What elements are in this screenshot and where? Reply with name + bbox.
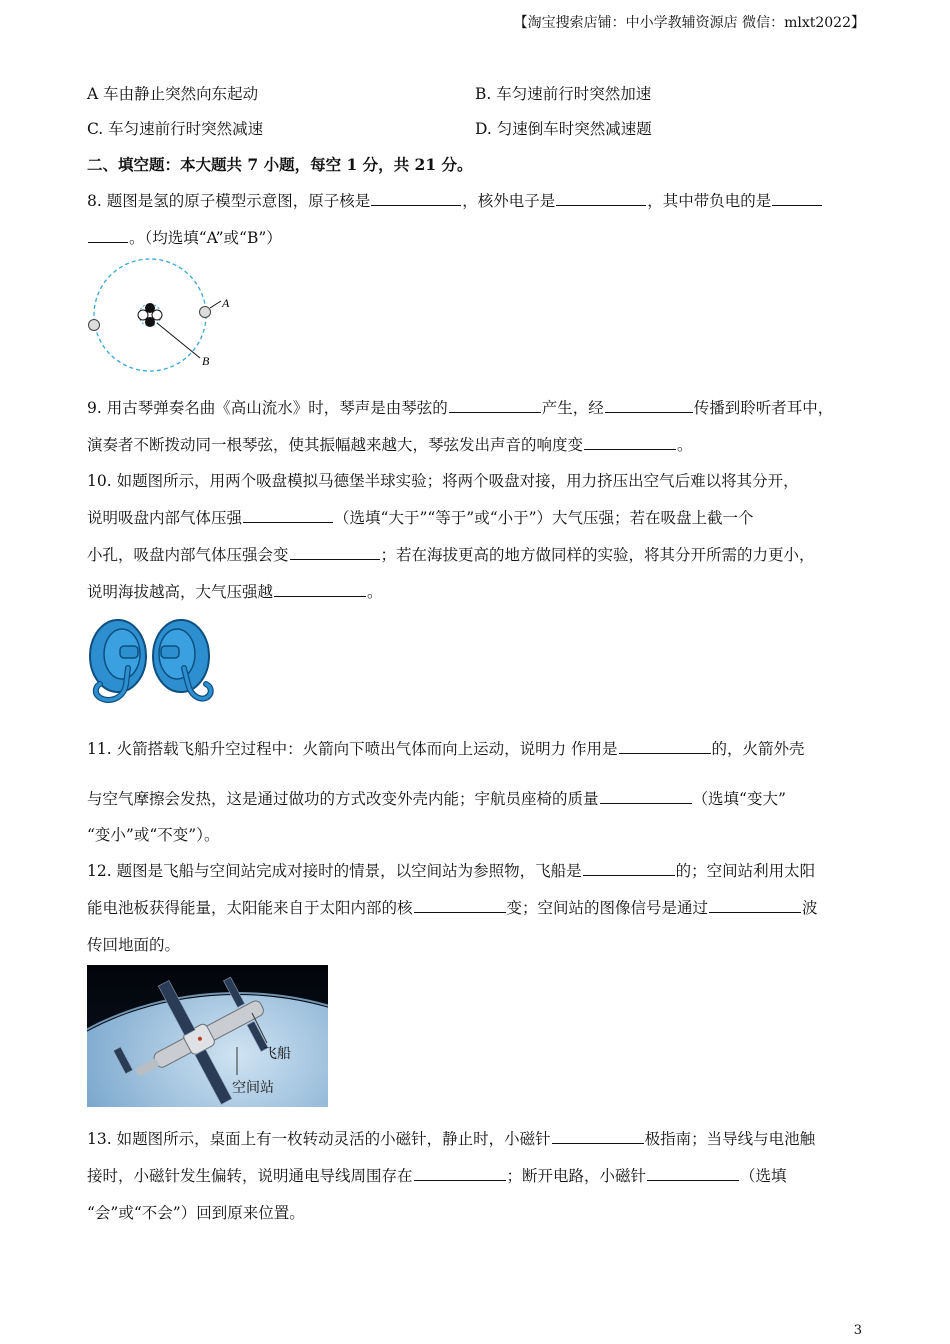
q8-text-b: ，核外电子是 [462, 192, 556, 210]
answer-blank [772, 204, 822, 206]
leader-line-b [157, 323, 200, 358]
q12-text-d: 变；空间站的图像信号是通过 [506, 899, 709, 917]
question-12-line1 [87, 859, 815, 881]
q11-text-b: 的，火箭外壳 [711, 740, 805, 758]
q10-text-b: （选填“大于”“等于”或“小于”）大气压强；若在吸盘上截一个 [334, 509, 754, 527]
answer-blank [243, 521, 333, 523]
answer-blank [584, 448, 676, 450]
electron-a [200, 307, 211, 318]
q9-text-d: 演奏者不断拨动同一根琴弦，使其振幅越来越大，琴弦发出声音的响度变 [87, 436, 584, 454]
q8-text-d: 。（均选填“A”或“B”） [129, 229, 282, 247]
answer-blank [449, 411, 541, 413]
answer-blank [274, 595, 366, 597]
space-station-illustration [87, 965, 328, 1107]
electron-orbit [94, 259, 206, 371]
answer-blank [605, 411, 693, 413]
question-11-line1 [87, 737, 805, 759]
answer-blank [88, 241, 128, 243]
suction-cup-right [153, 620, 211, 699]
q10-text-e: 说明海拔越高，大气压强越 [87, 583, 274, 601]
q12-text-b: 的；空间站利用太阳 [675, 862, 816, 880]
section-title: 二、填空题：本大题共 7 小题，每空 1 分，共 21 分。 [87, 155, 473, 174]
hydrogen-atom-figure [82, 255, 242, 375]
label-b: B [202, 354, 210, 368]
question-8-line1 [87, 189, 823, 211]
electron-left [89, 320, 100, 331]
question-10-line2 [87, 506, 754, 528]
q11-text-d: （选填“变大” [692, 790, 786, 808]
question-8-line2 [87, 226, 282, 248]
suction-cups-figure [86, 612, 216, 712]
answer-blank [647, 1179, 739, 1181]
q10-text-c: 小孔，吸盘内部气体压强会变 [87, 546, 289, 564]
q8-text-c: ，其中带负电的是 [647, 192, 772, 210]
nucleus-particle [152, 310, 162, 320]
leader-line-a [210, 301, 221, 308]
q13-text-e: （选填 [740, 1167, 787, 1185]
q7-option-a: A 车由静止突然向东起动 [87, 85, 259, 103]
q7-option-c: C. 车匀速前行时突然减速 [87, 120, 264, 138]
q13-text-a: 13. 如题图所示，桌面上有一枚转动灵活的小磁针，静止时，小磁针 [87, 1130, 551, 1148]
q8-text-a: 8. 题图是氢的原子模型示意图，原子核是 [87, 192, 371, 210]
answer-blank [709, 911, 801, 913]
question-11-line2 [87, 787, 786, 809]
q11-text-c: 与空气摩擦会发热，这是通过做功的方式改变外壳内能；宇航员座椅的质量 [87, 790, 599, 808]
question-13-line2 [87, 1164, 787, 1186]
q7-option-b: B. 车匀速前行时突然加速 [475, 85, 652, 103]
answer-blank [414, 1179, 506, 1181]
question-13-line3: “会”或“不会”）回到原来位置。 [87, 1204, 305, 1222]
question-13-line1 [87, 1127, 815, 1149]
page-number: 3 [853, 1323, 862, 1338]
answer-blank [414, 911, 506, 913]
question-12-line3: 传回地面的。 [87, 936, 181, 954]
q13-text-c: 接时，小磁针发生偏转，说明通电导线周围存在 [87, 1167, 413, 1185]
question-10-line1: 10. 如题图所示，用两个吸盘模拟马德堡半球实验；将两个吸盘对接，用力挤压出空气后难以将其分开， [87, 472, 799, 490]
q10-text-a: 说明吸盘内部气体压强 [87, 509, 243, 527]
answer-blank [619, 752, 711, 754]
answer-blank [556, 204, 646, 206]
answer-blank [583, 874, 675, 876]
question-10-line4 [87, 580, 383, 602]
q10-text-f: 。 [367, 583, 383, 601]
answer-blank [371, 204, 461, 206]
q9-text-c: 传播到聆听者耳中， [693, 399, 834, 417]
q13-text-b: 极指南；当导线与电池触 [644, 1130, 816, 1148]
answer-blank [600, 802, 692, 804]
nucleus-particle [138, 310, 148, 320]
question-12-line2 [87, 896, 818, 918]
question-9-line1 [87, 396, 833, 418]
label-space-station: 空间站 [232, 1080, 274, 1096]
q9-text-b: 产生，经 [541, 399, 604, 417]
q11-text-a: 11. 火箭搭载飞船升空过程中：火箭向下喷出气体而向上运动，说明力 作用是 [87, 740, 618, 758]
question-9-line2 [87, 433, 693, 455]
page-header: 【淘宝搜索店铺：中小学教辅资源店 微信：mlxt2022】 [513, 15, 865, 31]
q10-text-d: ；若在海拔更高的地方做同样的实验，将其分开所需的力更小， [380, 546, 815, 564]
question-10-line3 [87, 543, 815, 565]
space-station-photo [87, 965, 328, 1107]
label-spaceship: 飞船 [263, 1046, 291, 1062]
answer-blank [552, 1142, 644, 1144]
q9-text-e: 。 [677, 436, 693, 454]
label-a: A [222, 296, 230, 310]
question-11-line3: “变小”或“不变”）。 [87, 826, 220, 844]
q9-text-a: 9. 用古琴弹奏名曲《高山流水》时，琴声是由琴弦的 [87, 399, 448, 417]
suction-cup-left [90, 620, 146, 700]
q12-text-c: 能电池板获得能量，太阳能来自于太阳内部的核 [87, 899, 413, 917]
q12-text-a: 12. 题图是飞船与空间站完成对接时的情景，以空间站为参照物，飞船是 [87, 862, 582, 880]
answer-blank [290, 558, 380, 560]
q12-text-e: 波 [802, 899, 818, 917]
q13-text-d: ；断开电路，小磁针 [506, 1167, 647, 1185]
q7-option-d: D. 匀速倒车时突然减速题 [475, 120, 652, 138]
